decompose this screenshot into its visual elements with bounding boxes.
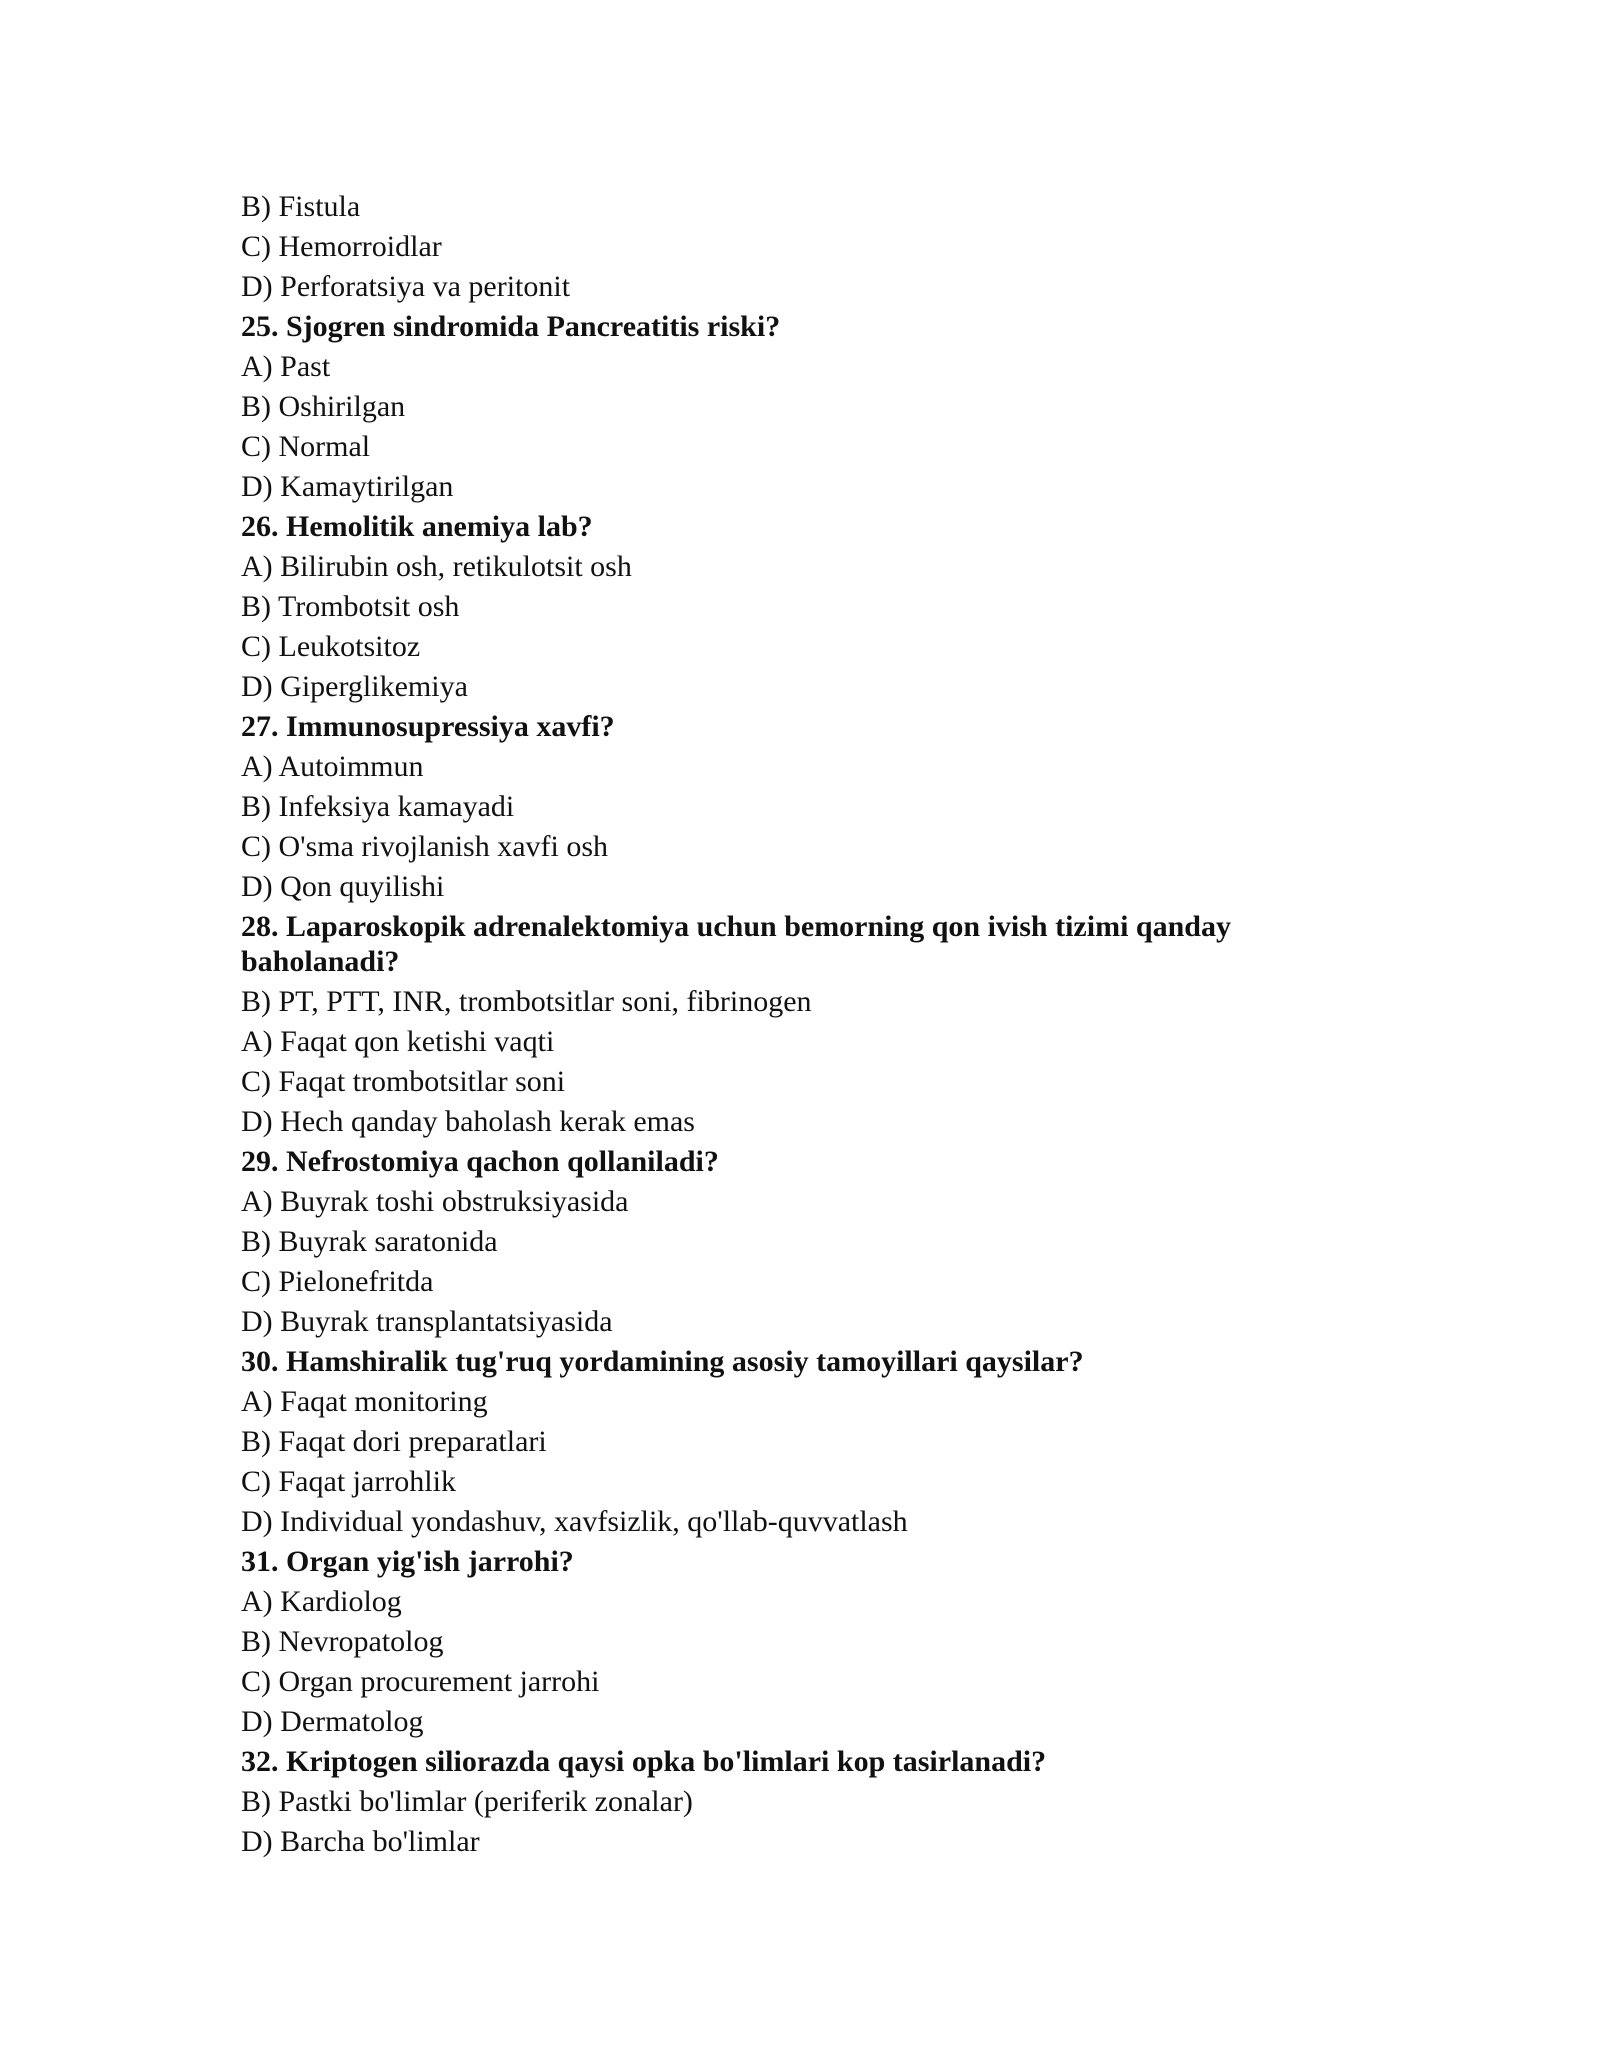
answer-option: D) Barcha bo'limlar — [241, 1825, 480, 1858]
answer-option: D) Hech qanday baholash kerak emas — [241, 1105, 695, 1138]
answer-option: C) Faqat trombotsitlar soni — [241, 1065, 566, 1098]
answer-option: C) Pielonefritda — [241, 1265, 434, 1298]
answer-option: D) Dermatolog — [241, 1705, 424, 1738]
answer-option: C) Normal — [241, 430, 371, 463]
answer-option: D) Perforatsiya va peritonit — [241, 270, 571, 303]
answer-option: A) Autoimmun — [241, 750, 424, 783]
answer-option: B) Oshirilgan — [241, 390, 406, 423]
answer-option: D) Qon quyilishi — [241, 870, 445, 903]
question-heading: 28. Laparoskopik adrenalektomiya uchun bemorning qon ivish tizimi qanday baholanadi? — [241, 910, 1231, 978]
question-heading: 30. Hamshiralik tug'ruq yordamining asosiy tamoyillari qaysilar? — [241, 1345, 1084, 1378]
answer-option: B) Buyrak saratonida — [241, 1225, 498, 1258]
answer-option: A) Buyrak toshi obstruksiyasida — [241, 1185, 629, 1218]
answer-option: D) Giperglikemiya — [241, 670, 468, 703]
answer-option: C) Leukotsitoz — [241, 630, 421, 663]
question-heading: 26. Hemolitik anemiya lab? — [241, 510, 593, 543]
question-heading: 29. Nefrostomiya qachon qollaniladi? — [241, 1145, 719, 1178]
answer-option: A) Kardiolog — [241, 1585, 402, 1618]
answer-option: B) Fistula — [241, 190, 361, 223]
answer-option: B) PT, PTT, INR, trombotsitlar soni, fibrinogen — [241, 985, 812, 1018]
document-content — [241, 187, 1321, 1862]
answer-option: A) Bilirubin osh, retikulotsit osh — [241, 550, 632, 583]
answer-option: D) Individual yondashuv, xavfsizlik, qo'llab-quvvatlash — [241, 1505, 908, 1538]
answer-option: C) Organ procurement jarrohi — [241, 1665, 600, 1698]
answer-option: B) Trombotsit osh — [241, 590, 460, 623]
answer-option: C) Hemorroidlar — [241, 230, 442, 263]
question-heading: 31. Organ yig'ish jarrohi? — [241, 1545, 574, 1578]
question-heading: 27. Immunosupressiya xavfi? — [241, 710, 615, 743]
answer-option: B) Nevropatolog — [241, 1625, 444, 1658]
answer-option: C) Faqat jarrohlik — [241, 1465, 456, 1498]
answer-option: B) Faqat dori preparatlari — [241, 1425, 547, 1458]
answer-option: A) Faqat monitoring — [241, 1385, 488, 1418]
question-heading: 32. Kriptogen siliorazda qaysi opka bo'limlari kop tasirlanadi? — [241, 1745, 1047, 1778]
question-heading: 25. Sjogren sindromida Pancreatitis riski? — [241, 310, 781, 343]
answer-option: D) Buyrak transplantatsiyasida — [241, 1305, 613, 1338]
answer-option: D) Kamaytirilgan — [241, 470, 454, 503]
answer-option: B) Infeksiya kamayadi — [241, 790, 515, 823]
answer-option: A) Past — [241, 350, 331, 383]
answer-option: C) O'sma rivojlanish xavfi osh — [241, 830, 609, 863]
answer-option: A) Faqat qon ketishi vaqti — [241, 1025, 555, 1058]
answer-option: B) Pastki bo'limlar (periferik zonalar) — [241, 1785, 693, 1818]
